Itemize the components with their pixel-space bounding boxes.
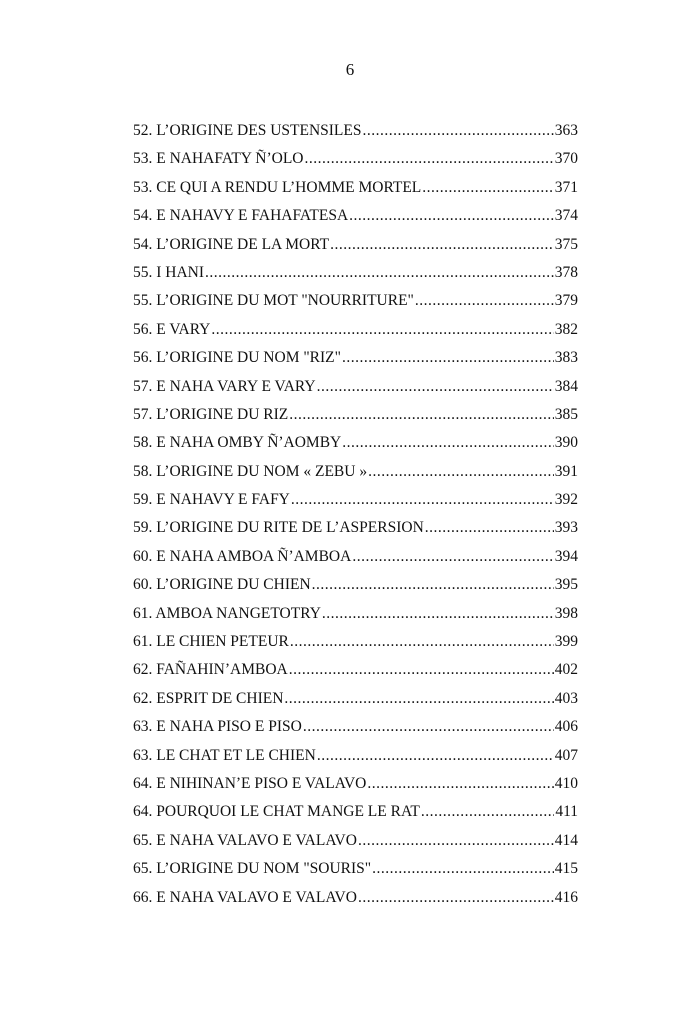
toc-entry-title: 55. I HANI — [133, 263, 205, 281]
toc-entry-page: 374 — [554, 207, 578, 225]
toc-entry-page: 392 — [554, 491, 578, 509]
toc-entry — [133, 543, 578, 571]
toc-entry — [133, 117, 578, 145]
toc-entry-title: 58. L’ORIGINE DU NOM « ZEBU » — [133, 462, 368, 480]
dot-leader — [367, 770, 553, 798]
toc-entry-page: 414 — [554, 831, 578, 849]
toc-entry-page: 402 — [554, 661, 578, 679]
dot-leader — [358, 827, 554, 855]
toc-entry-page: 406 — [554, 718, 578, 736]
toc-entry — [133, 344, 578, 372]
toc-entry-title: 52. L’ORIGINE DES USTENSILES — [133, 122, 362, 139]
dot-leader — [211, 316, 553, 344]
toc-entry-title: 62. FAÑAHIN’AMBOA — [133, 661, 288, 679]
dot-leader — [205, 259, 554, 287]
toc-entry-page: 370 — [554, 150, 578, 168]
page-number: 6 — [345, 60, 355, 79]
toc-entry-title: 55. L’ORIGINE DU MOT "NOURRITURE" — [133, 292, 414, 310]
dot-leader — [422, 174, 553, 202]
dot-leader — [342, 429, 553, 457]
dot-leader — [290, 628, 554, 656]
toc-entry-page: 410 — [554, 774, 578, 792]
dot-leader — [358, 884, 554, 912]
dot-leader — [349, 202, 554, 230]
dot-leader — [317, 742, 554, 770]
toc-entry — [133, 514, 578, 542]
toc-entry-page: 371 — [554, 178, 578, 196]
toc-entry-page: 415 — [554, 860, 578, 878]
toc-entry-title: 57. E NAHA VARY E VARY — [133, 377, 316, 395]
toc-entry — [133, 798, 578, 826]
toc-entry — [133, 827, 578, 855]
toc-entry-page: 398 — [554, 604, 578, 622]
dot-leader — [421, 798, 554, 826]
toc-entry-title: 62. ESPRIT DE CHIEN — [133, 689, 284, 707]
toc-entry-title: 56. E VARY — [133, 320, 211, 338]
dot-leader — [312, 571, 554, 599]
dot-leader — [368, 458, 554, 486]
toc-entry-page: 378 — [554, 263, 578, 281]
dot-leader — [303, 713, 554, 741]
toc-entry-title: 64. POURQUOI LE CHAT MANGE LE RAT — [133, 803, 420, 821]
dot-leader — [305, 145, 554, 173]
toc-entry — [133, 145, 578, 173]
table-of-contents — [133, 117, 578, 912]
dot-leader — [372, 855, 554, 883]
toc-entry-page: 375 — [554, 235, 578, 253]
toc-entry-title: 61. AMBOA NANGETOTRY — [133, 604, 321, 622]
dot-leader — [289, 656, 554, 684]
dot-leader — [284, 685, 553, 713]
toc-entry-page: 382 — [554, 320, 578, 338]
toc-entry-title: 53. CE QUI A RENDU L’HOMME MORTEL — [133, 178, 422, 196]
toc-entry-title: 65. E NAHA VALAVO E VALAVO — [133, 831, 357, 849]
toc-entry-page: 403 — [554, 689, 578, 707]
toc-entry-title: 66. E NAHA VALAVO E VALAVO — [133, 888, 357, 906]
toc-entry — [133, 571, 578, 599]
toc-entry — [133, 373, 578, 401]
toc-entry — [133, 486, 578, 514]
toc-entry-title: 59. E NAHAVY E FAFY — [133, 491, 290, 509]
toc-entry-page: 391 — [554, 462, 578, 480]
toc-entry-page: 379 — [554, 292, 578, 310]
dot-leader — [352, 543, 553, 571]
toc-entry-page: 416 — [554, 888, 578, 906]
toc-entry-page: 394 — [554, 547, 578, 565]
toc-entry-page: 384 — [554, 377, 578, 395]
toc-entry-title: 60. E NAHA AMBOA Ñ’AMBOA — [133, 547, 352, 565]
dot-leader — [291, 486, 554, 514]
toc-entry-title: 54. E NAHAVY E FAHAFATESA — [133, 207, 349, 225]
toc-entry — [133, 656, 578, 684]
toc-entry-title: 59. L’ORIGINE DU RITE DE L’ASPERSION — [133, 519, 424, 537]
toc-entry-page: 407 — [554, 746, 578, 764]
toc-entry — [133, 231, 578, 259]
toc-entry-page: 395 — [554, 576, 578, 594]
toc-entry-title: 54. L’ORIGINE DE LA MORT — [133, 235, 330, 253]
toc-entry-page: 363 — [554, 122, 578, 139]
toc-entry — [133, 458, 578, 486]
toc-entry — [133, 855, 578, 883]
dot-leader — [415, 287, 554, 315]
toc-entry — [133, 316, 578, 344]
toc-entry — [133, 429, 578, 457]
dot-leader — [362, 117, 553, 145]
toc-entry-title: 53. E NAHAFATY Ñ’OLO — [133, 150, 304, 168]
toc-entry-page: 399 — [554, 633, 578, 651]
toc-entry-title: 58. E NAHA OMBY Ñ’AOMBY — [133, 434, 342, 452]
dot-leader — [342, 344, 554, 372]
toc-entry-page: 383 — [554, 349, 578, 367]
toc-entry-title: 63. LE CHAT ET LE CHIEN — [133, 746, 316, 764]
toc-entry-title: 64. E NIHINAN’E PISO E VALAVO — [133, 774, 367, 792]
toc-entry-page: 411 — [555, 803, 578, 821]
toc-entry-title: 61. LE CHIEN PETEUR — [133, 633, 289, 651]
toc-entry-title: 63. E NAHA PISO E PISO — [133, 718, 302, 736]
dot-leader — [322, 600, 554, 628]
dot-leader — [317, 373, 554, 401]
dot-leader — [425, 514, 554, 542]
toc-entry — [133, 174, 578, 202]
toc-entry — [133, 713, 578, 741]
toc-entry-title: 60. L’ORIGINE DU CHIEN — [133, 576, 311, 594]
toc-entry-title: 65. L’ORIGINE DU NOM "SOURIS" — [133, 860, 372, 878]
toc-entry — [133, 202, 578, 230]
toc-entry — [133, 742, 578, 770]
toc-entry — [133, 287, 578, 315]
toc-entry-title: 57. L’ORIGINE DU RIZ — [133, 405, 289, 423]
toc-entry — [133, 770, 578, 798]
toc-entry-title: 56. L’ORIGINE DU NOM "RIZ" — [133, 349, 341, 367]
toc-entry-page: 390 — [554, 434, 578, 452]
toc-entry — [133, 884, 578, 912]
dot-leader — [330, 231, 554, 259]
toc-entry — [133, 600, 578, 628]
toc-entry-page: 385 — [554, 405, 578, 423]
toc-entry-page: 393 — [554, 519, 578, 537]
toc-entry — [133, 259, 578, 287]
toc-entry — [133, 401, 578, 429]
toc-entry — [133, 628, 578, 656]
toc-entry — [133, 685, 578, 713]
dot-leader — [289, 401, 553, 429]
